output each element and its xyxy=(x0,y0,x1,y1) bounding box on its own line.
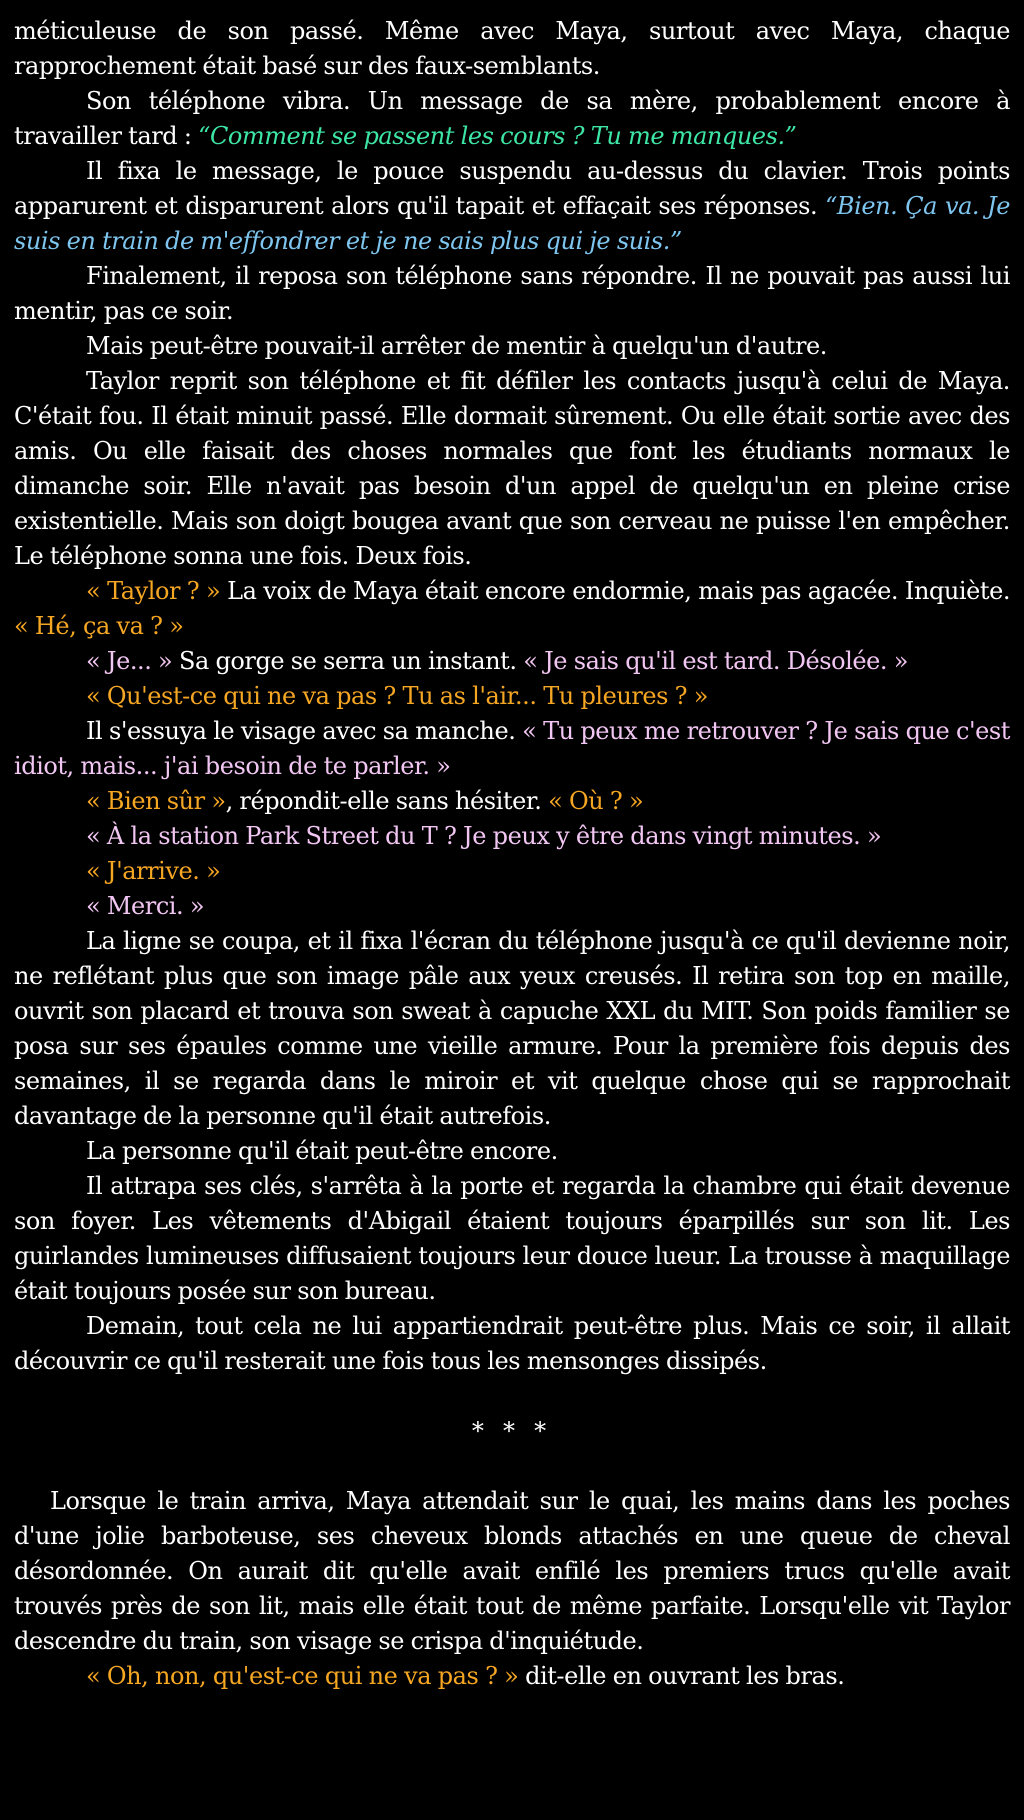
narration-text: , répondit-elle sans hésiter. xyxy=(225,787,549,815)
paragraph xyxy=(14,1659,1010,1694)
paragraph xyxy=(14,889,1010,924)
narration-text: Mais peut-être pouvait-il arrêter de mentir à quelqu'un d'autre. xyxy=(86,332,827,360)
paragraph xyxy=(14,259,1010,329)
paragraph xyxy=(14,154,1010,259)
paragraph xyxy=(14,644,1010,679)
paragraph xyxy=(14,819,1010,854)
paragraph xyxy=(14,1309,1010,1379)
paragraph xyxy=(14,329,1010,364)
paragraph xyxy=(14,1169,1010,1309)
taylor-dialogue: « Tu peux me retrouver ? Je sais que c'est idiot, mais... j'ai besoin de te parler. » xyxy=(14,717,1010,780)
maya-dialogue: « Où ? » xyxy=(548,787,644,815)
narration-text: Il attrapa ses clés, s'arrêta à la porte et regarda la chambre qui était devenue son foyer. Les vêtements d'Abigail étaient toujours éparpillés sur son lit. Les guirlandes lumineuses diffusaient toujours leur douce lueur. La trousse à maquillage était toujours posée sur son bureau. xyxy=(14,1172,1010,1305)
narration-text: Sa gorge se serra un instant. xyxy=(172,647,524,675)
narration-text: Son téléphone vibra. Un message de sa mère, probablement encore à travailler tard : xyxy=(14,87,1010,150)
paragraph xyxy=(14,854,1010,889)
paragraph xyxy=(14,364,1010,574)
unsent-reply: “Bien. Ça va. Je suis en train de m'effondrer et je ne sais plus qui je suis.” xyxy=(14,192,1010,255)
maya-dialogue: « Qu'est-ce qui ne va pas ? Tu as l'air... Tu pleures ? » xyxy=(86,682,709,710)
narration-text: La personne qu'il était peut-être encore. xyxy=(86,1137,558,1165)
maya-dialogue: « Bien sûr » xyxy=(86,787,226,815)
paragraph xyxy=(14,1484,1010,1659)
maya-dialogue: « Oh, non, qu'est-ce qui ne va pas ? » xyxy=(86,1662,519,1690)
narration-text: La voix de Maya était encore endormie, mais pas agacée. Inquiète. xyxy=(220,577,1010,605)
narration-text: Il s'essuya le visage avec sa manche. xyxy=(86,717,523,745)
taylor-dialogue: « Je sais qu'il est tard. Désolée. » xyxy=(523,647,908,675)
paragraph xyxy=(14,924,1010,1134)
paragraph xyxy=(14,714,1010,784)
taylor-dialogue: « Merci. » xyxy=(86,892,205,920)
paragraph xyxy=(14,574,1010,644)
maya-dialogue: « J'arrive. » xyxy=(86,857,221,885)
narration-text: Il fixa le message, le pouce suspendu au-dessus du clavier. Trois points apparurent et disparurent alors qu'il tapait et effaçait ses réponses. xyxy=(14,157,1010,220)
paragraph xyxy=(14,679,1010,714)
paragraph xyxy=(14,1134,1010,1169)
paragraph xyxy=(14,14,1010,84)
narration-text: dit-elle en ouvrant les bras. xyxy=(518,1662,845,1690)
narration-text: Taylor reprit son téléphone et fit défiler les contacts jusqu'à celui de Maya. C'était fou. Il était minuit passé. Elle dormait sûrement. Ou elle était sortie avec des amis. Ou elle faisait des choses normales que font les étudiants normaux le dimanche soir. Elle n'avait pas besoin d'un appel de quelqu'un en pleine crise existentielle. Mais son doigt bougea avant que son cerveau ne puisse l'en empêcher. Le téléphone sonna une fois. Deux fois. xyxy=(14,367,1010,570)
maya-dialogue: « Hé, ça va ? » xyxy=(14,612,184,640)
scene-break: * * * xyxy=(471,1417,553,1445)
taylor-dialogue: « À la station Park Street du T ? Je peux y être dans vingt minutes. » xyxy=(86,822,882,850)
taylor-dialogue: « Je... » xyxy=(86,647,173,675)
document-page xyxy=(14,14,1010,1694)
narration-text: La ligne se coupa, et il fixa l'écran du téléphone jusqu'à ce qu'il devienne noir, ne reflétant plus que son image pâle aux yeux creusés. Il retira son top en maille, ouvrit son placard et trouva son sweat à capuche XXL du MIT. Son poids familier se posa sur ses épaules comme une vieille armure. Pour la première fois depuis des semaines, il se regarda dans le miroir et vit quelque chose qui se rapprochait davantage de la personne qu'il était autrefois. xyxy=(14,927,1010,1130)
paragraph xyxy=(14,84,1010,154)
narration-text: Demain, tout cela ne lui appartiendrait peut-être plus. Mais ce soir, il allait découvrir ce qu'il resterait une fois tous les mensonges dissipés. xyxy=(14,1312,1010,1375)
maya-dialogue: « Taylor ? » xyxy=(86,577,221,605)
mother-message: “Comment se passent les cours ? Tu me manques.” xyxy=(198,122,797,150)
paragraph xyxy=(14,784,1010,819)
narration-text: Lorsque le train arriva, Maya attendait sur le quai, les mains dans les poches d'une jolie barboteuse, ses cheveux blonds attachés en une queue de cheval désordonnée. On aurait dit qu'elle avait enfilé les premiers trucs qu'elle avait trouvés près de son lit, mais elle était tout de même parfaite. Lorsqu'elle vit Taylor descendre du train, son visage se crispa d'inquiétude. xyxy=(14,1487,1010,1655)
narration-text: méticuleuse de son passé. Même avec Maya, surtout avec Maya, chaque rapprochement était basé sur des faux-semblants. xyxy=(14,17,1010,80)
narration-text: Finalement, il reposa son téléphone sans répondre. Il ne pouvait pas aussi lui mentir, pas ce soir. xyxy=(14,262,1010,325)
